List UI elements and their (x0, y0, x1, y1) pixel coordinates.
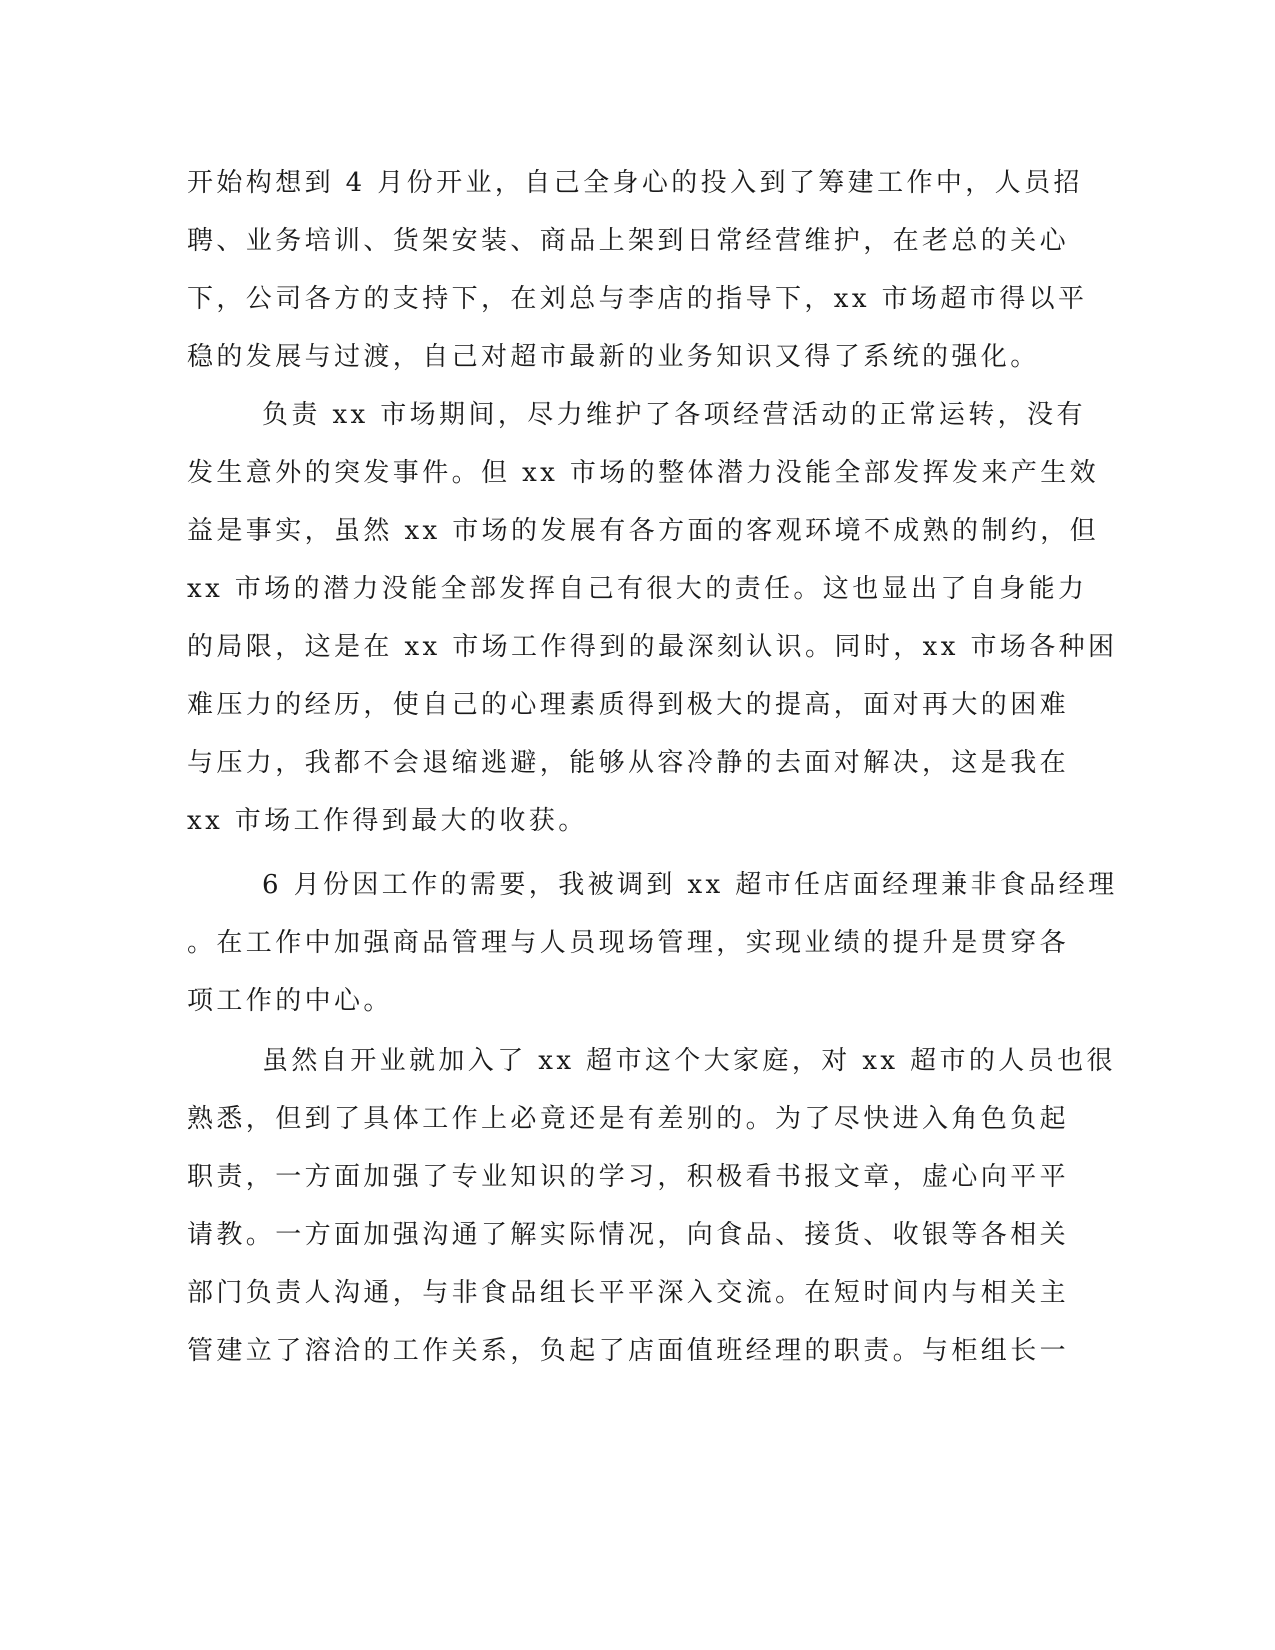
text-line: 熟悉，但到了具体工作上必竟还是有差别的。为了尽快进入角色负起 (187, 1104, 1070, 1134)
text-line: 开始构想到 4 月份开业，自己全身心的投入到了筹建工作中，人员招 (187, 168, 1083, 198)
text-line: xx 市场的潜力没能全部发挥自己有很大的责任。这也显出了自身能力 (187, 574, 1088, 604)
text-line: 管建立了溶洽的工作关系，负起了店面值班经理的职责。与柜组长一 (187, 1336, 1070, 1366)
paragraph-first-line: 虽然自开业就加入了 xx 超市这个大家庭，对 xx 超市的人员也很 (262, 1046, 1116, 1076)
paragraph-first-line: 6 月份因工作的需要，我被调到 xx 超市任店面经理兼非食品经理 (262, 870, 1118, 900)
text-line: 与压力，我都不会退缩逃避，能够从容冷静的去面对解决，这是我在 (187, 748, 1070, 778)
text-line: xx 市场工作得到最大的收获。 (187, 806, 588, 836)
text-line: 的局限，这是在 xx 市场工作得到的最深刻认识。同时，xx 市场各种困 (187, 632, 1118, 662)
text-line: 请教。一方面加强沟通了解实际情况，向食品、接货、收银等各相关 (187, 1220, 1070, 1250)
text-line: 。在工作中加强商品管理与人员现场管理，实现业绩的提升是贯穿各 (187, 928, 1070, 958)
text-line: 项工作的中心。 (187, 986, 393, 1016)
text-line: 聘、业务培训、货架安装、商品上架到日常经营维护，在老总的关心 (187, 226, 1070, 256)
paragraph-first-line: 负责 xx 市场期间，尽力维护了各项经营活动的正常运转，没有 (262, 400, 1086, 430)
text-line: 难压力的经历，使自己的心理素质得到极大的提高，面对再大的困难 (187, 690, 1070, 720)
text-line: 部门负责人沟通，与非食品组长平平深入交流。在短时间内与相关主 (187, 1278, 1070, 1308)
text-line: 益是事实，虽然 xx 市场的发展有各方面的客观环境不成熟的制约，但 (187, 516, 1100, 546)
text-line: 下，公司各方的支持下，在刘总与李店的指导下，xx 市场超市得以平 (187, 284, 1088, 314)
text-line: 稳的发展与过渡，自己对超市最新的业务知识又得了系统的强化。 (187, 342, 1040, 372)
text-line: 发生意外的突发事件。但 xx 市场的整体潜力没能全部发挥发来产生效 (187, 458, 1100, 488)
text-line: 职责，一方面加强了专业知识的学习，积极看书报文章，虚心向平平 (187, 1162, 1070, 1192)
